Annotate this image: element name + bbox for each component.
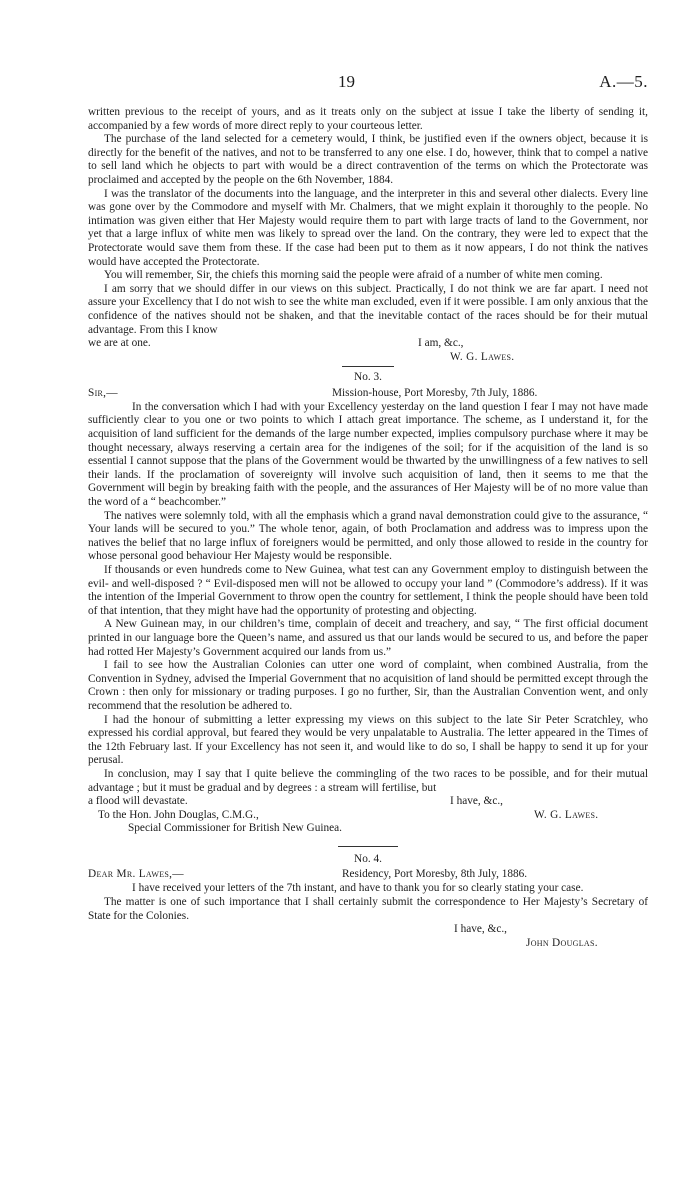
- section-divider: [342, 366, 394, 367]
- letter3-heading: [88, 387, 648, 401]
- letter2-paragraph: The purchase of the land selected for a cemetery would, I think, be justified even if the owners object, because it is directly for the benefit of the natives, and not to be transferred to any one else. I do, however, think that to compel a native to sell land which he objects to part with would be a direct contravention of the terms on which the Protectorate was proclaimed and accepted by the people on the 6th November, 1884.: [88, 133, 648, 186]
- document-reference: A.—5.: [599, 72, 648, 91]
- salutation: Sir,—: [88, 386, 118, 399]
- sender-address: Residency, Port Moresby, 8th July, 1886.: [342, 868, 528, 881]
- letter3-addressee-row: [88, 809, 648, 823]
- closing-formula: I have, &c.,: [454, 923, 508, 936]
- letter4-heading: [88, 868, 648, 882]
- closing-text: we are at one.: [88, 337, 151, 350]
- letter2-paragraph: written previous to the receipt of yours, and as it treats only on the subject at issue I take the liberty of sending it, accompanied by a few words of more direct reply to your courteous letter.: [88, 106, 648, 132]
- closing-text: a flood will devastate.: [88, 795, 188, 808]
- letter-number: No. 4.: [354, 852, 382, 865]
- page-number: 19: [338, 72, 355, 91]
- letter3-paragraph: I had the honour of submitting a letter expressing my views on this subject to the late Sir Peter Scratchley, who expressed his cordial approval, but feared they would be very unpalatable to Australia. The letter appeared in the Times of the 12th February last. If your Excellency has not seen it, and would like to do so, I shall be happy to send it up for your perusal.: [88, 713, 648, 767]
- page-header: [0, 72, 700, 96]
- letter4-paragraph: The matter is one of such importance that I shall certainly submit the correspondence to Her Majesty’s Secretary of State for the Colonies.: [88, 896, 648, 922]
- letter3-paragraph: In conclusion, may I say that I quite believe the commingling of the two races to be possible, and for their mutual advantage ; but it must be gradual and by degrees : a stream will fertilise, but: [88, 767, 648, 794]
- letter3-closing: [88, 795, 648, 809]
- letter4-paragraph: I have received your letters of the 7th instant, and have to thank you for so clearly stating your case.: [132, 882, 584, 895]
- letter2-paragraph: You will remember, Sir, the chiefs this morning said the people were afraid of a number of white men coming.: [104, 269, 603, 282]
- closing-formula: I have, &c.,: [450, 795, 504, 808]
- letter2-closing: [88, 337, 648, 351]
- section-divider: [338, 846, 398, 847]
- letter3-addressee-title-row: [88, 822, 648, 836]
- signature: W. G. Lawes.: [450, 350, 515, 363]
- document-body: [88, 106, 648, 950]
- letter3-paragraph: The natives were solemnly told, with all the emphasis which a grand naval demonstration could give to the assurance, “ Your lands will be secured to you.” The whole tenor, again, of both Proclamation and address was to impress upon the natives the belief that no large influx of foreigners would be permitted, and only those allowed to reside in the country for whose personal good behaviour Her Majesty would be responsible.: [88, 509, 648, 563]
- letter4-signature-row: [88, 937, 648, 951]
- signature: W. G. Lawes.: [534, 808, 599, 821]
- sender-address: Mission-house, Port Moresby, 7th July, 1886.: [332, 386, 538, 399]
- closing-formula: I am, &c.,: [418, 337, 464, 350]
- letter3-paragraph: I fail to see how the Australian Colonies can utter one word of complaint, when combined Australia, from the Convention in Sydney, advised the Imperial Government that no acquisition of land should be permitted except through the Crown : then only for missionary or trading purposes. I go no further, Sir, than the Australian Convention went, and only recommend that the resolution be adhered to.: [88, 659, 648, 712]
- letter3-paragraph: A New Guinean may, in our children’s time, complain of deceit and treachery, and say, “ The first official document printed in our language bore the Queen’s name, and assured us that our lands would be secured to us, and before the paper had rotted Her Majesty’s Government acquired our lands from us.”: [88, 618, 648, 658]
- salutation: Dear Mr. Lawes,—: [88, 868, 184, 881]
- addressee-title: Special Commissioner for British New Guinea.: [128, 822, 342, 835]
- letter2-paragraph: I am sorry that we should differ in our views on this subject. Practically, I do not think we are far apart. I need not assure your Excellency that I do not wish to see the white man excluded, even if it were possible. I am only anxious that the confidence of the natives should not be shaken, and that the inevitable contact of the races should be for their mutual advantage. From this I know: [88, 282, 648, 336]
- letter2-paragraph: I was the translator of the documents into the language, and the interpreter in this and several other dialects. Every line was gone over by the Commodore and myself with Mr. Chalmers, that we might explain it thoroughly to the people. No intimation was given either that Her Majesty would require them to part with large tracts of land to the Government, nor yet that a large influx of white men was likely to spread over the land. On the contrary, they were led to expect that the Protectorate would save them from these. If the case had been put to them as it now appears, I do not think the natives would have accepted the Protectorate.: [88, 187, 648, 268]
- letter3-paragraph: In the conversation which I had with your Excellency yesterday on the land question I fear I may not have made sufficiently clear to you one or two points to which I attach great importance. The scheme, as I understand it, for the acquisition of land sufficient for the demands of the large number expected, implies compulsory purchase where it may be thought necessary, always reserving a certain area for the indigenes of the soil; for if the acquisition of the land is so essential I cannot suppose that the plans of the Government would be thwarted by the unwillingness of a few natives to sell their lands. If the proclamation of sovereignty will involve such acquisition of land, then it seems to me that the Government will begin by breaking faith with the people, and the assurances of Her Majesty will be of no more value than the word of a “ beachcomber.”: [88, 400, 648, 509]
- letter-number: No. 3.: [354, 371, 382, 384]
- letter3-paragraph: If thousands or even hundreds come to New Guinea, what test can any Government employ to distinguish between the evil- and well-disposed ? “ Evil-disposed men will not be allowed to occupy your land ” (Commodore’s address). If it was the intention of the Imperial Government to throw open the country for settlement, I think the people should have been told of that intention, that they might have had the opportunity of protesting and objecting.: [88, 564, 648, 617]
- addressee: To the Hon. John Douglas, C.M.G.,: [98, 808, 259, 821]
- letter4-closing: [88, 923, 648, 937]
- signature: John Douglas.: [526, 936, 598, 949]
- letter2-signature-row: [88, 351, 648, 365]
